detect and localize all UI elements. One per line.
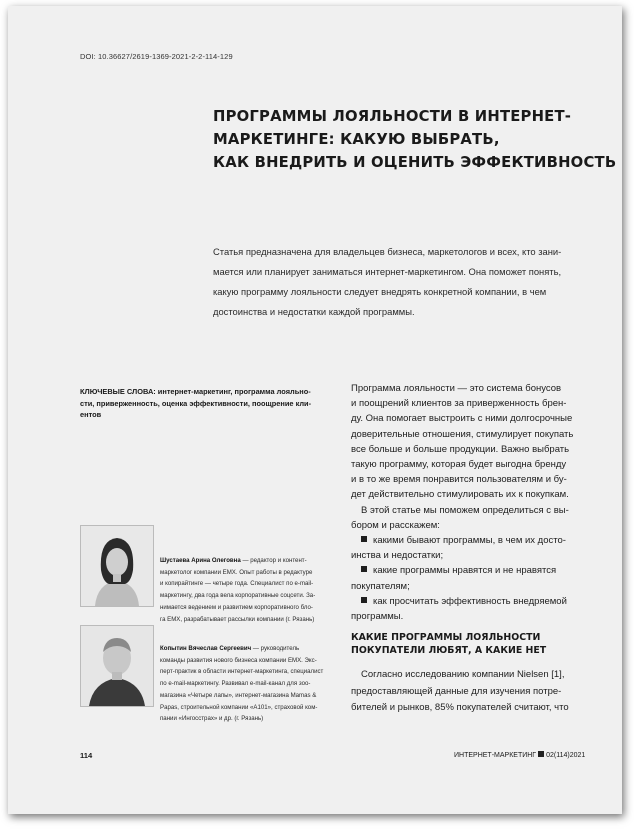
journal-page [8,6,622,814]
bullet-square-icon [361,536,367,542]
author-bio-shustaeva [160,555,332,625]
author-photo-shustaeva [80,525,154,607]
bullet-square-icon [361,597,367,603]
heading-line: КАКИЕ ПРОГРАММЫ ЛОЯЛЬНОСТИ [351,632,541,643]
separator-square-icon [538,751,544,757]
article-title [213,105,617,174]
body-line: инства и недостатки; [351,550,444,562]
page-number: 114 [80,751,93,760]
bio-line: перт-практик в области интернет-маркетинга, специалист [160,668,324,676]
section-body [351,667,616,717]
journal-name: ИНТЕРНЕТ-МАРКЕТИНГ [454,752,537,759]
keywords-block [80,386,330,421]
lead-line: какую программу лояльности следует внедрять конкретной компании, в чем [213,286,547,297]
body-line: все больше и больше продукции. Важно выбрать [351,443,570,455]
body-line: программы. [351,611,404,623]
lead-line: достоинства и недостатки каждой программы. [213,306,415,317]
title-line: КАК ВНЕДРИТЬ И ОЦЕНИТЬ ЭФФЕКТИВНОСТЬ [213,154,617,171]
author-name: Шустаева Арина Олеговна [160,557,241,564]
body-line: бителей и рынков, 85% покупателей считают, что [351,702,569,713]
body-line: покупателям; [351,580,410,592]
bio-line: и копирайтинге — четыре года. Специалист по e-mail- [160,580,314,588]
keywords-line: КЛЮЧЕВЫЕ СЛОВА: интернет-маркетинг, программа лояльно- [80,387,311,396]
title-line: ПРОГРАММЫ ЛОЯЛЬНОСТИ В ИНТЕРНЕТ- [213,108,572,125]
article-body [351,381,616,624]
bullet-item: какие программы нравятся и не нравятся [351,563,616,578]
body-line: предоставляющей данные для изучения потре- [351,685,562,697]
body-line: Программа лояльности — это система бонусов [351,383,562,394]
title-line: МАРКЕТИНГЕ: КАКУЮ ВЫБРАТЬ, [213,131,500,148]
body-line: В этой статье мы поможем определиться с вы- [361,504,569,516]
bullet-square-icon [361,566,367,572]
bio-line: нимается ведением и развитием корпоративного бло- [160,603,313,611]
bullet-item: как просчитать эффективность внедряемой [351,594,616,609]
bio-line: пании «Ингосстрах» и др. (г. Рязань) [160,715,264,723]
bullet-item: какими бывают программы, в чем их досто- [351,533,616,548]
author-photo-kopytin [80,625,154,707]
bio-line: по e-mail-маркетингу. Развивал e-mail-канал для зоо- [160,680,311,688]
bio-line: маркетолог компании EMX. Опыт работы в редактуре [160,568,313,576]
bio-line: га EMX, разрабатывает рассылки компании (г. Рязань) [160,615,315,623]
body-line: Согласно исследованию компании Nielsen [1], [361,669,565,680]
journal-footer [454,751,585,759]
keywords-line: сти, приверженность, оценка эффективности, поощрение кли- [80,398,312,408]
body-line: и поощрений клиентов за приверженность брен- [351,398,567,410]
body-line: доверительные отношения, стимулирует покупать [351,428,574,440]
bio-line: — редактор и контент- [242,557,307,564]
body-line: и в то же время понравится пользователям и бу- [351,474,567,486]
author-name: Копытин Вячеслав Сергеевич [160,645,252,652]
bio-line: — руководитель [252,645,300,652]
bio-line: маркетингу, два года вела корпоративные соцсети. За- [160,592,316,600]
body-line: такую программу, которая будет выгодна бренду [351,459,567,471]
bio-line: команды развития нового бизнеса компании EMX. Экс- [160,656,317,664]
body-line: дет действительно стимулировать их к покупкам. [351,489,569,501]
heading-line: ПОКУПАТЕЛИ ЛЮБЯТ, А КАКИЕ НЕТ [351,645,547,656]
section-heading [351,631,611,657]
body-line: ду. Она помогает выстроить с ними долгосрочные [351,413,573,425]
lead-line: мается или планирует заниматься интернет-маркетингом. Она поможет понять, [213,266,562,277]
lead-line: Статья предназначена для владельцев бизнеса, маркетологов и всех, кто зани- [213,246,562,257]
bio-line: Papas, строительной компании «А101», страховой ком- [160,703,318,711]
body-line: бором и расскажем: [351,519,440,531]
issue-number: 02(114)2021 [546,752,586,759]
author-bio-kopytin [160,643,332,725]
keywords-line: ентов [80,410,102,419]
bio-line: магазина «Четыре лапы», интернет-магазина Mamas & [160,691,317,699]
doi-line: DOI: 10.36627/2619-1369-2021-2-2-114-129 [80,52,233,61]
article-lead [213,242,593,322]
